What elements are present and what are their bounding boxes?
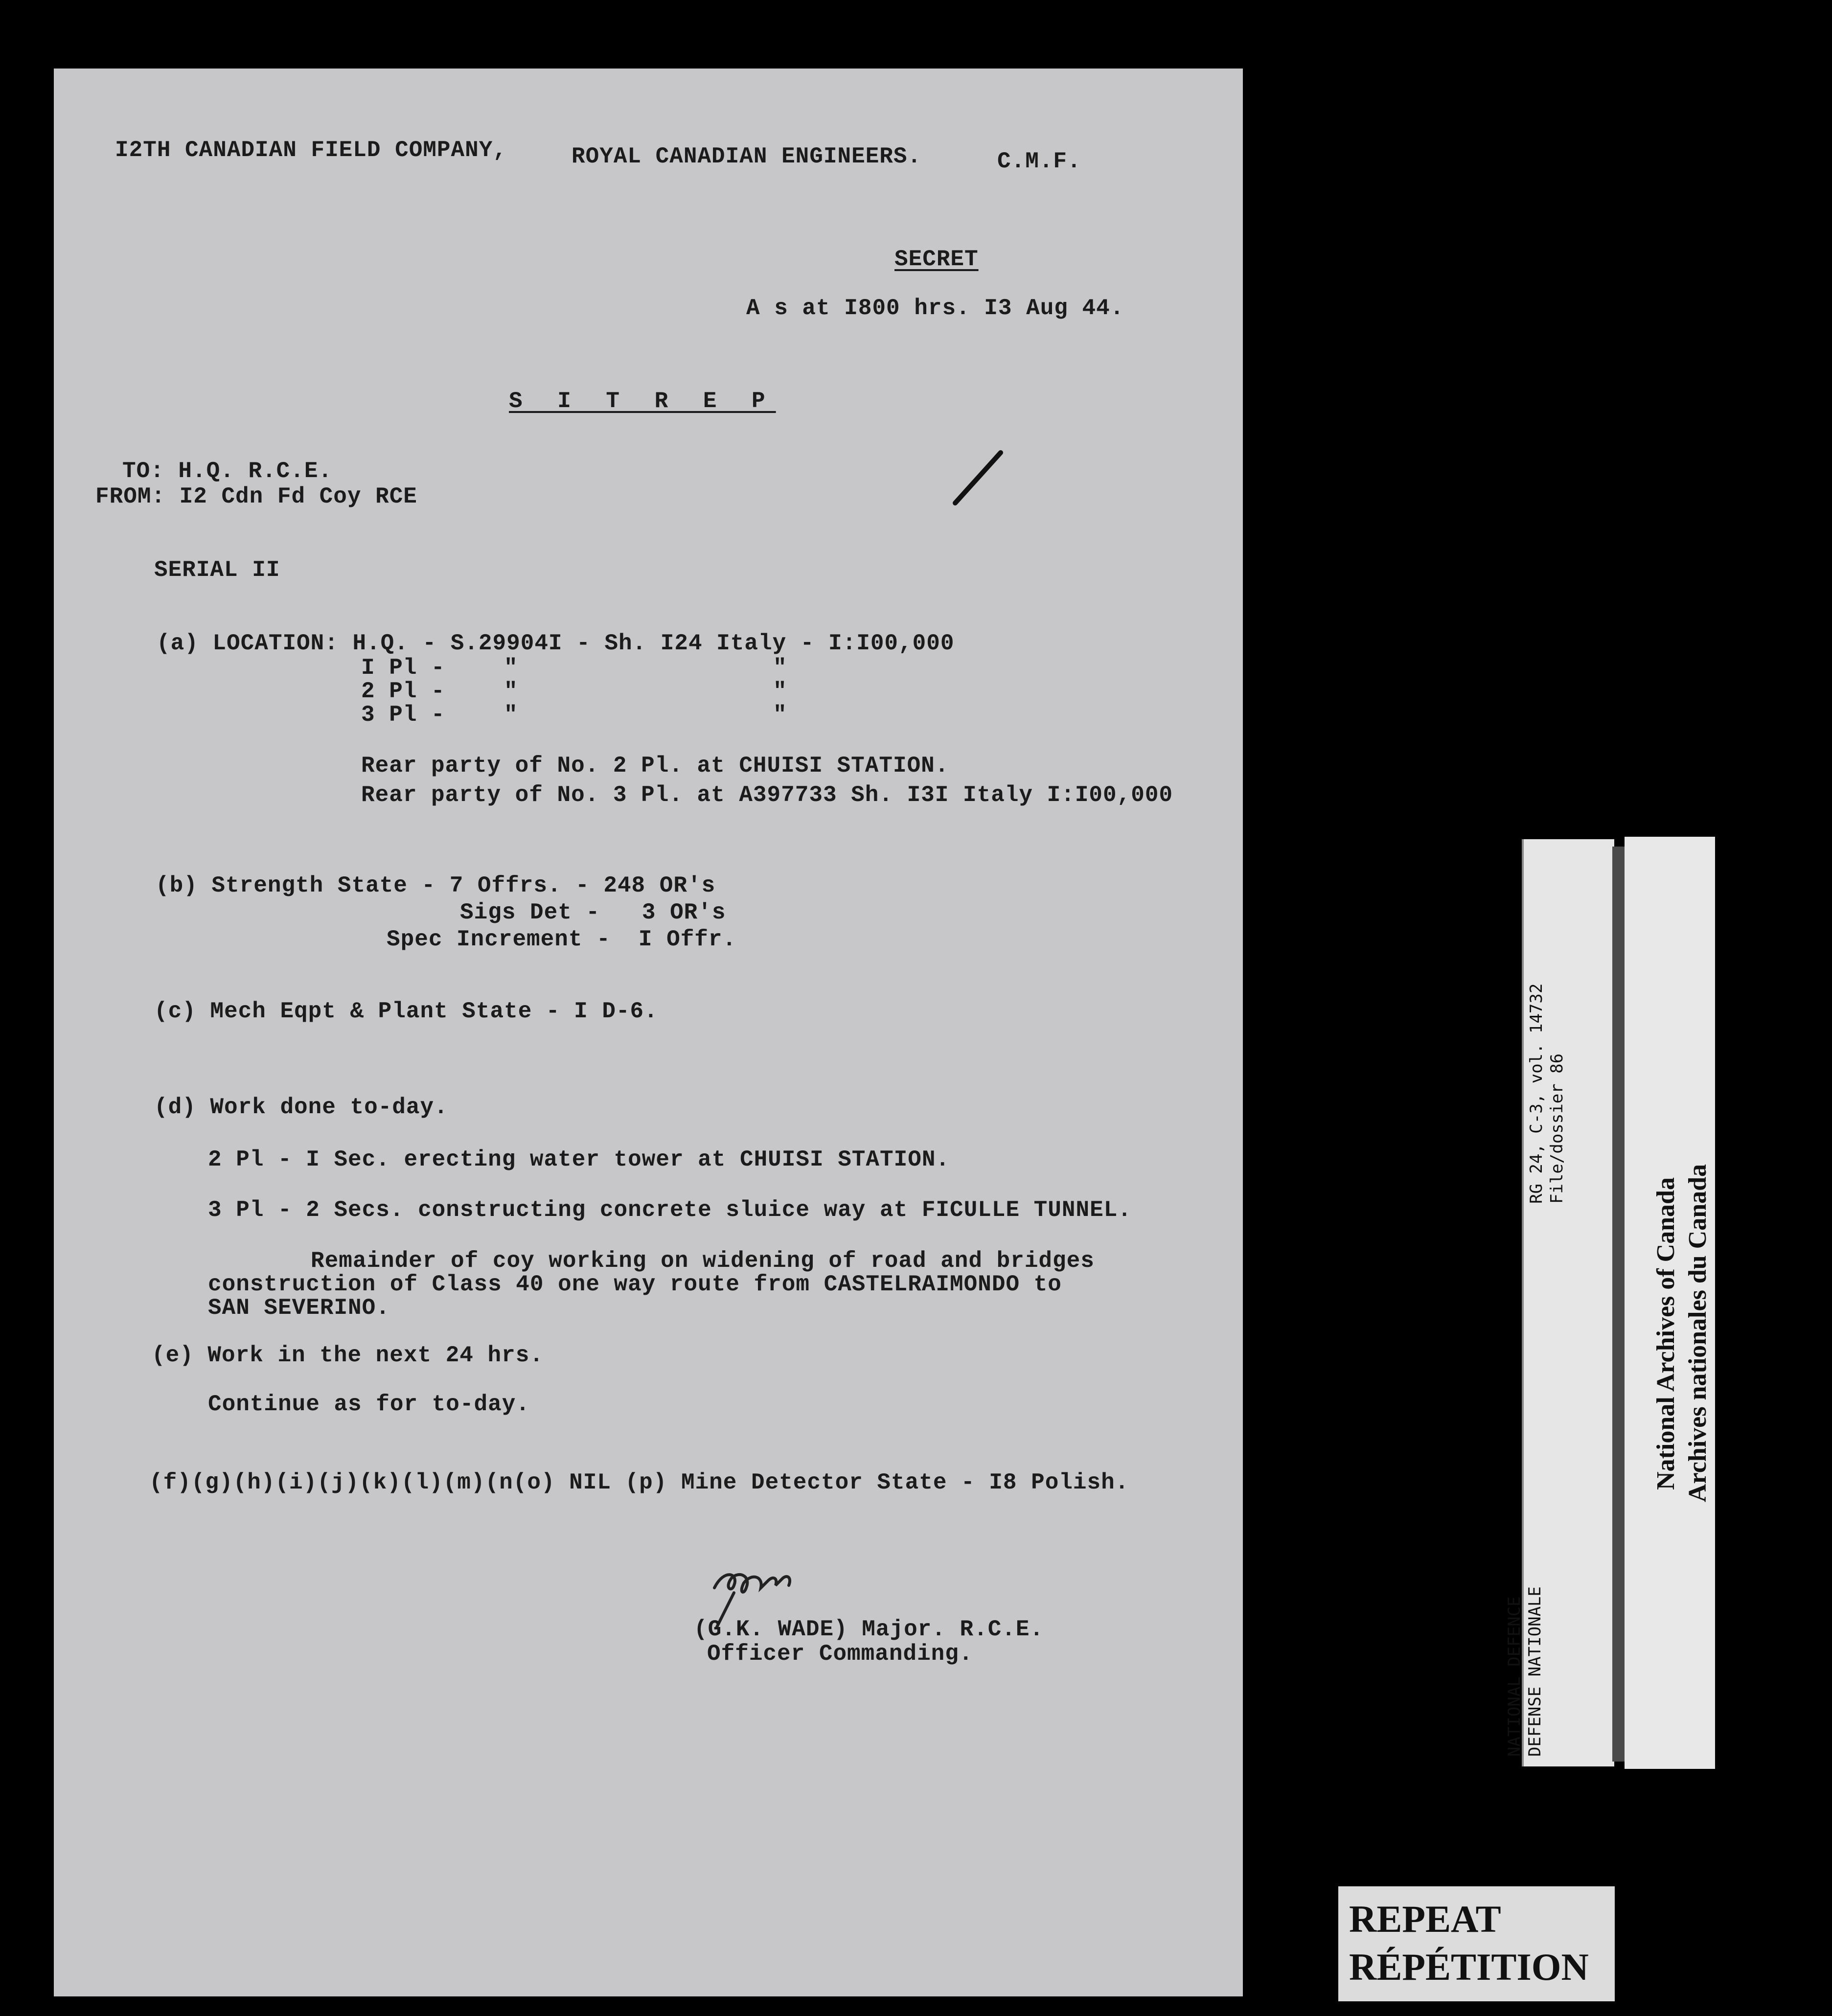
work-done-para-1: Remainder of coy working on widening of road and bridges	[311, 1248, 1095, 1274]
as-at-line: A s at I800 hrs. I3 Aug 44.	[746, 296, 1124, 321]
strength-line-1: (b) Strength State - 7 Offrs. - 248 OR's	[156, 873, 716, 898]
from-line: FROM: I2 Cdn Fd Coy RCE	[95, 484, 417, 509]
document-page	[54, 69, 1243, 1996]
archives-name-fr: Archives nationales du Canada	[1684, 1164, 1712, 1502]
signatory-role: Officer Commanding.	[707, 1641, 973, 1667]
unit-name: I2TH CANADIAN FIELD COMPANY,	[115, 137, 507, 163]
mech-line: (c) Mech Eqpt & Plant State - I D-6.	[154, 999, 658, 1024]
work-done-item-2: 3 Pl - 2 Secs. constructing concrete sluice way at FICULLE TUNNEL.	[208, 1197, 1132, 1223]
serial-line: SERIAL II	[154, 557, 280, 583]
location-line: (a) LOCATION: H.Q. - S.29904I - Sh. I24 Italy - I:I00,000	[157, 631, 955, 656]
document-title: S I T R E P	[509, 389, 776, 414]
location-row-3-label: 3 Pl -	[361, 702, 445, 728]
location-row-2-ditto: "	[773, 679, 787, 704]
repeat-stamp-fr: RÉPÉTITION	[1349, 1946, 1589, 1988]
other-items-line: (f)(g)(h)(i)(j)(k)(l)(m)(n(o) NIL (p) Mine Detector State - I8 Polish.	[149, 1470, 1129, 1495]
cmf-label: C.M.F.	[997, 149, 1081, 174]
repeat-stamp-en: REPEAT	[1349, 1898, 1501, 1940]
work-done-para-3: SAN SEVERINO.	[208, 1295, 390, 1321]
location-row-1-label: I Pl -	[361, 655, 445, 681]
location-row-1-ditto: "	[773, 655, 787, 681]
archive-reference-1: RG 24, C-3, vol. 14732	[1527, 983, 1546, 1204]
rear-party-2: Rear party of No. 3 Pl. at A397733 Sh. I3I Italy I:I00,000	[361, 782, 1173, 808]
location-row-3-ditto: "	[773, 702, 787, 728]
work-next-body: Continue as for to-day.	[208, 1392, 530, 1417]
work-done-item-1: 2 Pl - I Sec. erecting water tower at CHUISI STATION.	[208, 1147, 950, 1172]
work-next-heading: (e) Work in the next 24 hrs.	[152, 1343, 544, 1368]
tab-divider	[1612, 847, 1625, 1762]
corps-name: ROYAL CANADIAN ENGINEERS.	[572, 144, 922, 169]
to-line: TO: H.Q. R.C.E.	[122, 458, 333, 484]
archives-name-en: National Archives of Canada	[1652, 1177, 1680, 1490]
archive-reference-2: File/dossier 86	[1547, 1053, 1567, 1204]
department-en: NATIONAL DEFENCE	[1505, 1596, 1524, 1757]
repeat-stamp	[1338, 1886, 1615, 2001]
strength-line-2: Sigs Det - 3 OR's	[460, 900, 726, 925]
work-done-para-2: construction of Class 40 one way route from CASTELRAIMONDO to	[208, 1272, 1062, 1297]
pen-mark	[949, 450, 1008, 509]
location-row-2-ditto: "	[504, 679, 518, 704]
location-row-2-label: 2 Pl -	[361, 679, 445, 704]
work-done-heading: (d) Work done to-day.	[154, 1095, 448, 1120]
location-row-1-ditto: "	[504, 655, 518, 681]
department-fr: DEFENSE NATIONALE	[1525, 1586, 1545, 1757]
classification: SECRET	[894, 247, 979, 272]
location-row-3-ditto: "	[504, 702, 518, 728]
rear-party-1: Rear party of No. 2 Pl. at CHUISI STATION.	[361, 753, 949, 779]
signatory-name: (G.K. WADE) Major. R.C.E.	[694, 1617, 1044, 1642]
strength-line-3: Spec Increment - I Offr.	[387, 927, 737, 952]
